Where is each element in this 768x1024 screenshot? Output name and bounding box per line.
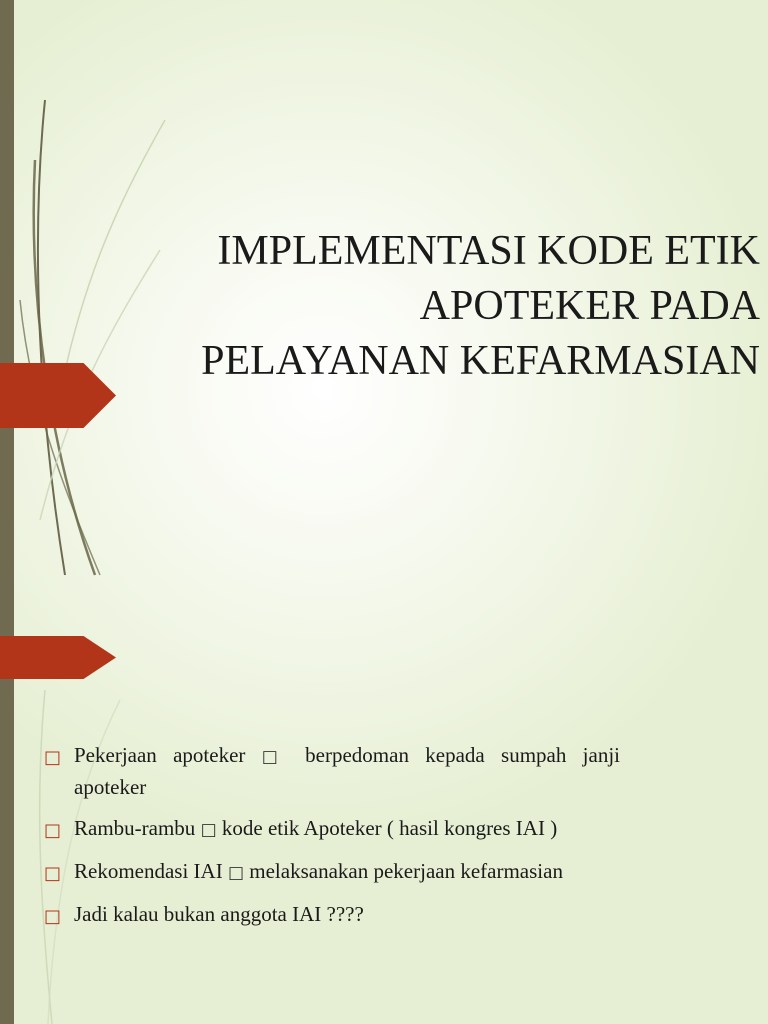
title-line-1: IMPLEMENTASI KODE ETIK — [217, 228, 760, 274]
square-bullet-icon: □ — [44, 820, 62, 841]
list-item — [44, 740, 620, 802]
bullet-text-before: Jadi kalau bukan anggota IAI ???? — [74, 902, 364, 926]
bullet-text-before: Pekerjaan apoteker — [74, 743, 246, 767]
bullet-list — [44, 740, 620, 940]
missing-glyph-icon: □ — [200, 820, 217, 840]
title-line-2: APOTEKER PADA — [419, 283, 760, 329]
title-line-3: PELAYANAN KEFARMASIAN — [201, 338, 760, 384]
list-item — [44, 813, 620, 845]
bullet-text-after: melaksanakan pekerjaan kefarmasian — [249, 859, 563, 883]
list-item — [44, 899, 620, 929]
missing-glyph-icon: □ — [227, 863, 245, 883]
bullet-text-before: Rambu-rambu — [74, 816, 196, 840]
bullet-text-after: berpedoman kepada sumpah janji apoteker — [74, 743, 620, 799]
left-accent-bar — [0, 0, 14, 1024]
list-item — [44, 856, 620, 888]
bullet-text-before: Rekomendasi IAI — [74, 859, 223, 883]
slide-title — [110, 224, 760, 389]
square-bullet-icon: □ — [44, 863, 62, 884]
missing-glyph-icon: □ — [261, 747, 289, 767]
bullet-text-after: kode etik Apoteker ( hasil kongres IAI ) — [221, 816, 558, 840]
square-bullet-icon: □ — [44, 747, 62, 768]
square-bullet-icon: □ — [44, 906, 62, 927]
red-arrow-top — [0, 363, 116, 428]
red-arrow-bottom — [0, 636, 116, 679]
